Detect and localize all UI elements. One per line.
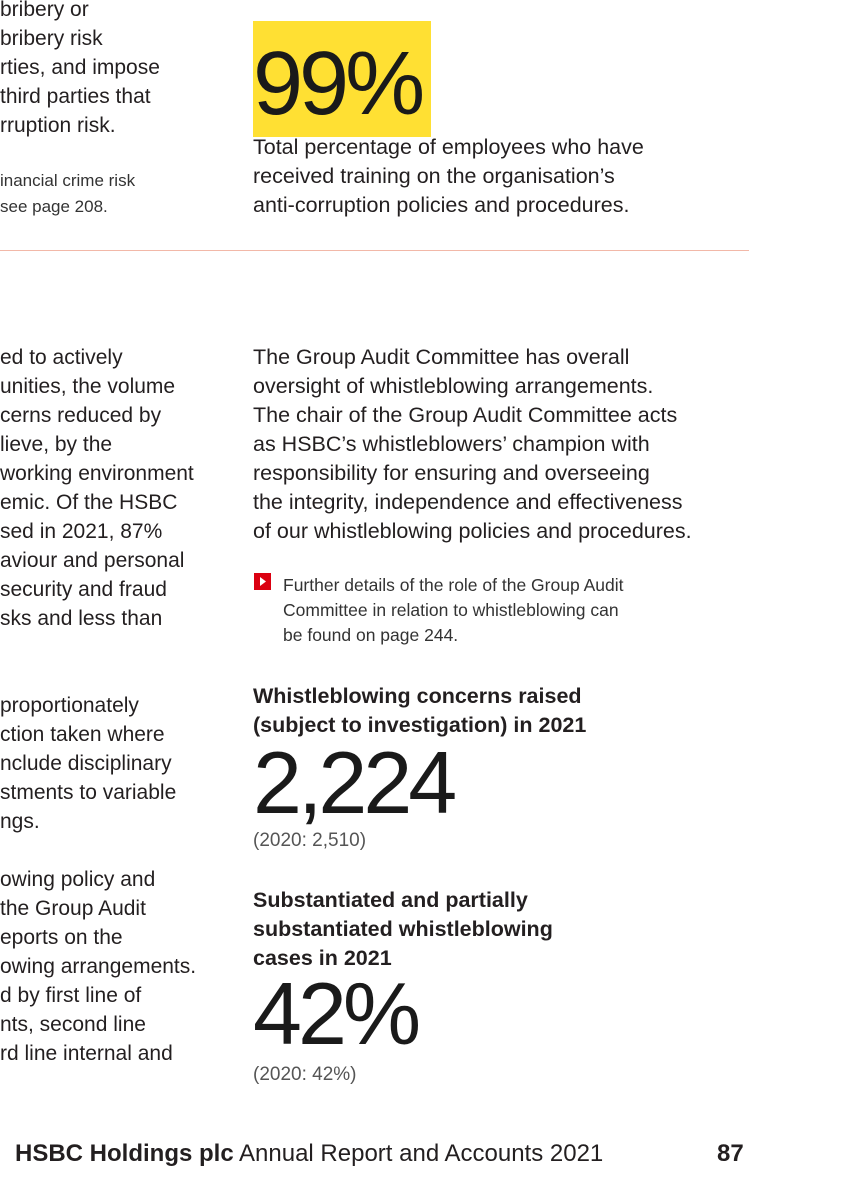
concerns-comparison: (2020: 2,510) <box>253 830 367 851</box>
left-text-line: cerns reduced by <box>0 404 162 427</box>
training-percentage: 99% <box>253 34 422 134</box>
audit-paragraph-line: as HSBC’s whistleblowers’ champion with <box>253 432 650 456</box>
substantiated-comparison: (2020: 42%) <box>253 1064 357 1085</box>
concerns-heading-line: Whistleblowing concerns raised <box>253 684 582 708</box>
left-note-line: see page 208. <box>0 197 108 216</box>
left-text-line: eports on the <box>0 926 123 949</box>
audit-paragraph-line: The Group Audit Committee has overall <box>253 345 630 369</box>
left-note-line: inancial crime risk <box>0 171 136 190</box>
left-text-line: bribery risk <box>0 27 103 50</box>
left-text-line: owing arrangements. <box>0 955 197 978</box>
section-divider <box>0 250 749 251</box>
footer-report-title: Annual Report and Accounts 2021 <box>239 1140 604 1167</box>
left-text-line: the Group Audit <box>0 897 146 920</box>
cross-reference-line[interactable]: Further details of the role of the Group Audit <box>283 575 624 595</box>
audit-paragraph-line: responsibility for ensuring and overseeing <box>253 461 650 485</box>
cross-reference-line[interactable]: be found on page 244. <box>283 625 459 645</box>
left-text-line: working environment <box>0 462 194 485</box>
left-text-line: nts, second line <box>0 1013 146 1036</box>
left-text-line: ngs. <box>0 810 40 833</box>
left-text-line: aviour and personal <box>0 549 185 572</box>
left-text-line: security and fraud <box>0 578 167 601</box>
training-caption-line: anti-corruption policies and procedures. <box>253 193 630 217</box>
substantiated-heading-line: Substantiated and partially <box>253 888 528 912</box>
training-caption-line: Total percentage of employees who have <box>253 135 644 159</box>
left-text-line: owing policy and <box>0 868 156 891</box>
audit-paragraph-line: the integrity, independence and effectiveness <box>253 490 683 514</box>
left-text-line: ed to actively <box>0 346 123 369</box>
left-text-line: rd line internal and <box>0 1042 173 1065</box>
substantiated-heading-line: substantiated whistleblowing <box>253 917 553 941</box>
left-text-line: third parties that <box>0 85 151 108</box>
concerns-value: 2,224 <box>253 733 454 832</box>
training-caption-line: received training on the organisation’s <box>253 164 615 188</box>
left-text-line: rruption risk. <box>0 114 116 137</box>
left-text-line: ction taken where <box>0 723 165 746</box>
arrow-right-icon <box>254 573 271 590</box>
audit-paragraph-line: of our whistleblowing policies and procedures. <box>253 519 692 543</box>
left-text-line: d by first line of <box>0 984 142 1007</box>
page-number: 87 <box>717 1140 744 1167</box>
cross-reference-line[interactable]: Committee in relation to whistleblowing can <box>283 600 619 620</box>
substantiated-heading-line: cases in 2021 <box>253 946 392 970</box>
left-text-line: lieve, by the <box>0 433 113 456</box>
substantiated-value: 42% <box>253 964 418 1063</box>
left-text-line: sks and less than <box>0 607 163 630</box>
left-text-line: emic. Of the HSBC <box>0 491 178 514</box>
left-column <box>0 0 222 1100</box>
left-text-line: unities, the volume <box>0 375 176 398</box>
concerns-heading-line: (subject to investigation) in 2021 <box>253 713 587 737</box>
left-text-line: proportionately <box>0 694 139 717</box>
audit-paragraph-line: oversight of whistleblowing arrangements. <box>253 374 654 398</box>
left-text-line: rties, and impose <box>0 56 160 79</box>
left-text-line: bribery or <box>0 0 89 21</box>
audit-paragraph-line: The chair of the Group Audit Committee acts <box>253 403 678 427</box>
left-text-line: sed in 2021, 87% <box>0 520 163 543</box>
footer-company: HSBC Holdings plc <box>15 1140 234 1167</box>
left-text-line: nclude disciplinary <box>0 752 172 775</box>
page-footer <box>15 1140 603 1168</box>
left-text-line: stments to variable <box>0 781 177 804</box>
